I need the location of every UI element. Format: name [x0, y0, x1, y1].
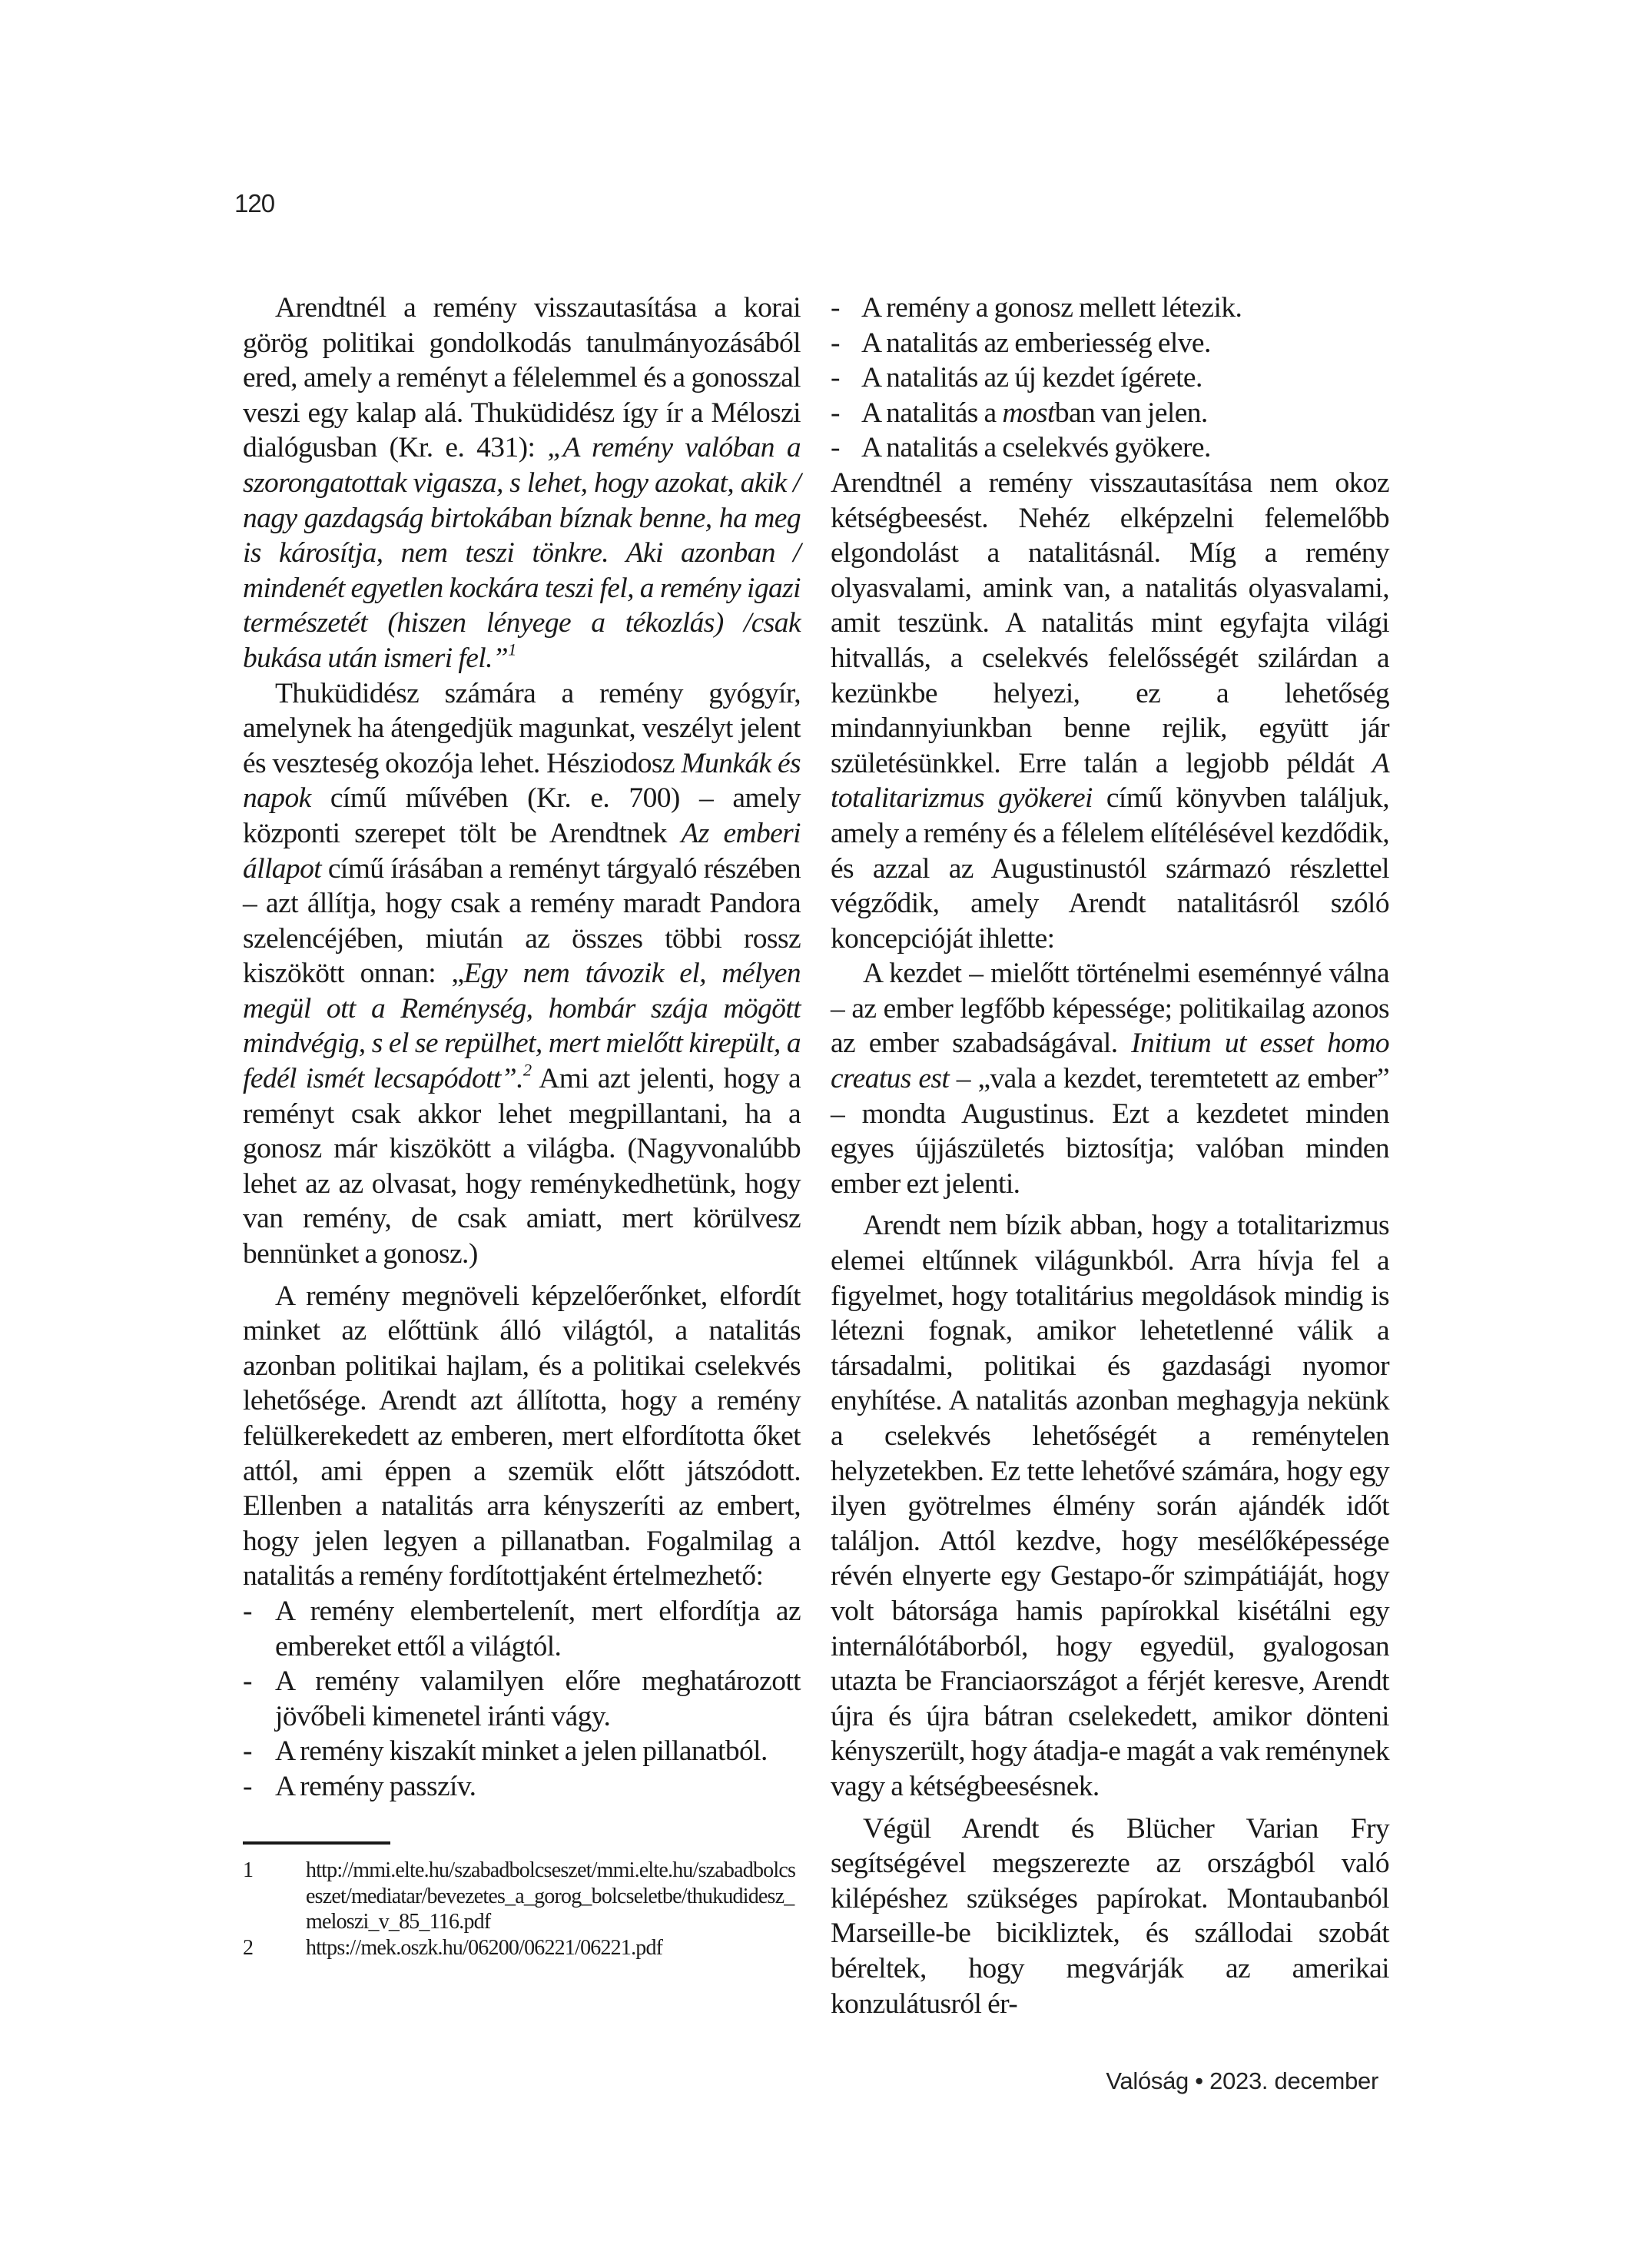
paragraph-hope-vs-natality: A remény megnöveli képzelőerőnket, elfordít minket az előttünk álló világtól, a natalitás azonban politikai hajlam, és a politikai cselekvés lehetősége. Arendt azt állította, hogy a remény felülkerekedett az emberen, mert elfordította őket attól, ami éppen a szemük előtt játszódott. Ellenben a natalitás arra kényszeríti az embert, hogy jelen legyen a pillanatban. Fogalmilag a natalitás a remény fordítottjaként értelmezhető: [243, 1280, 801, 1592]
running-footer: Valóság • 2023. december [1106, 2067, 1378, 2094]
list-item-text: A natalitás a [861, 397, 1003, 429]
footnote-link[interactable]: https://mek.oszk.hu/06200/06221/06221.pdf [306, 1935, 663, 1960]
dash-bullet-icon: - [831, 432, 840, 464]
list-item-text: A natalitás a cselekvés gyökere. [861, 432, 1211, 464]
paragraph-natality-vs-hope [831, 466, 1389, 956]
footnote-number: 2 [243, 1935, 254, 1960]
page-number: 120 [234, 189, 275, 218]
paragraph-text: című könyvben találjuk, amely a remény és a félelem elítélésével kezdődik, és azzal az Augustinustól származó részlettel végződik, amely Arendt natalitásról szóló koncepcióját ihlette: [831, 782, 1389, 955]
paragraph-totalitarianism: Arendt nem bízik abban, hogy a totalitarizmus elemei eltűnnek világunkból. Arra hívja fel a figyelmet, hogy totalitárius megoldások mindig is létezni fognak, amikor lehetetlenné válik a társadalmi, politikai és gazdasági nyomor enyhítése. A natalitás azonban meghagyja nekünk a cselekvés lehetőségét a reménytelen helyzetekben. Ez tette lehetővé számára, hogy egy ilyen gyötrelmes élmény során ajándék időt találjon. Attól kezdve, hogy mesélőképessége révén elnyerte egy Gestapo-őr szimpátiáját, hogy volt bátorsága hamis papírokkal kisétálni egy internálótáborból, hogy egyedül, gyalogosan utazta be Franciaországot a férjét keresve, Arendt újra és újra bátran cselekedett, amikor dönteni kényszerült, hogy átadja-e magát a vak reménynek vagy a kétségbeesésnek. [831, 1210, 1389, 1802]
paragraph-text: A kezdet – mielőtt történelmi eseménnyé válna – az ember legfőbb képessége; politikailag azonos az ember szabadságával. [831, 958, 1389, 1060]
list-item-text: A remény kiszakít minket a jelen pillanatból. [275, 1735, 768, 1768]
list-item-text: ban van jelen. [1054, 397, 1208, 429]
paragraph-augustine-quote [831, 956, 1389, 1201]
paragraph-escape: Végül Arendt és Blücher Varian Fry segítségével megszerezte az országból való kilépéshez szükséges papírokat. Montaubanból Marseille-be bicikliztek, és szállodai szobát béreltek, hogy megvárják az amerikai konzulátusról ér- [831, 1812, 1389, 2020]
dash-bullet-icon: - [831, 362, 840, 394]
paragraph-text: című írásában a reményt tárgyaló részében – azt állítja, hogy csak a remény maradt Pandora szelencéjében, miután az összes többi rossz kiszökött onnan: „ [243, 852, 801, 990]
right-column [831, 291, 1389, 2021]
paragraph-text: Thuküdidész számára a remény gyógyír, amelynek ha átengedjük magunkat, veszélyt jelent és veszteség okozója lehet. Hésziodosz [243, 677, 801, 779]
paragraph-text: – „vala a kezdet, teremtetett az ember” – mondta Augustinus. Ezt a kezdetet minden egyes újjászületés biztosítja; valóban minden ember ezt jelenti. [831, 1063, 1389, 1200]
latin-quote: Initium ut esset homo creatus est [831, 1028, 1389, 1095]
paragraph-hesiod [243, 676, 801, 1272]
list-item-text: A natalitás az emberiesség elve. [861, 327, 1211, 359]
list-item-text: A remény a gonosz mellett létezik. [861, 292, 1242, 324]
dash-bullet-icon: - [243, 1665, 252, 1698]
dash-bullet-icon: - [831, 397, 840, 429]
list-item [243, 1734, 801, 1769]
list-item [831, 291, 1389, 326]
book-title-works-and-days: Munkák és napok [243, 747, 801, 815]
footnote-ref-2[interactable]: 2 [522, 1060, 532, 1080]
footnote-1 [243, 1858, 801, 1935]
left-column [243, 291, 801, 1805]
block-quote-hesiod: Egy nem távozik el, mélyen megül ott a Reménység, hombár szája mögött mindvégig, s el se repülhet, mert mielőtt kirepült, a fedél ismét lecsapódott”. [243, 958, 801, 1095]
footnote-divider [243, 1841, 390, 1845]
emphasis-most: most [1002, 397, 1055, 429]
list-item [243, 1594, 801, 1664]
footnote-2 [243, 1935, 801, 1961]
dash-bullet-icon: - [831, 292, 840, 324]
paragraph-thukydides-intro [243, 291, 801, 676]
list-item [831, 360, 1389, 396]
dash-bullet-icon: - [243, 1595, 252, 1627]
list-item-text: A remény passzív. [275, 1770, 476, 1802]
paragraph-text: Ami azt jelenti, hogy a reményt csak akkor lehet megpillantani, ha a gonosz már kiszökött a világba. (Nagyvonalúbb lehet az az olvasat, hogy reménykedhetünk, hogy van remény, de csak amiatt, mert körülvesz bennünket a gonosz.) [243, 1063, 801, 1270]
book-title-human-condition: Az emberi állapot [243, 817, 801, 885]
paragraph-text: Arendtnél a remény visszautasítása a korai görög politikai gondolkodás tanulmányozásából ered, amely a reményt a félelemmel és a gonosszal veszi egy kalap alá. Thuküdidész így ír a Méloszi dialógusban (Kr. e. 431): [243, 292, 801, 464]
footnote-ref-1[interactable]: 1 [508, 639, 516, 659]
paragraph-text: című művében (Kr. e. 700) – amely központi szerepet tölt be Arendtnek [243, 782, 801, 849]
paragraph-text: Arendtnél a remény visszautasítása nem okoz kétségbeesést. Nehéz elképzelni felemelőbb elgondolást a natalitásnál. Míg a remény olyasvalami, amink van, a natalitás olyasvalami, amit teszünk. A natalitás mint egyfajta világi hitvallás, a cselekvés felelősségét szilárdan a kezünkbe helyezi, ez a lehetőség mindannyiunkban benne rejlik, együtt jár születésünkkel. Erre talán a legjobb példát [831, 467, 1389, 779]
hope-characteristics-list [243, 1594, 801, 1805]
list-item [831, 326, 1389, 361]
list-item-text: A remény elembertelenít, mert elfordítja az embereket ettől a világtól. [275, 1595, 801, 1662]
natality-characteristics-list [831, 291, 1389, 466]
footnote-number: 1 [243, 1858, 254, 1882]
dash-bullet-icon: - [831, 327, 840, 359]
dash-bullet-icon: - [243, 1770, 252, 1802]
footnotes [243, 1858, 801, 1961]
block-quote-thukydides: „A remény valóban a szorongatottak vigasza, s lehet, hogy azokat, akik / nagy gazdagság birtokában bíznak benne, ha meg is károsítja, nem teszi tönkre. Aki azonban / mindenét egyetlen kockára teszi fel, a remény igazi természetét (hiszen lényege a tékozlás) /csak bukása után ismeri fel.” [243, 432, 801, 674]
list-item [243, 1664, 801, 1734]
list-item [831, 396, 1389, 431]
footnote-link[interactable]: http://mmi.elte.hu/szabadbolcseszet/mmi.elte.hu/szabadbolcseszet/mediatar/bevezetes_a_gorog_bolcseletbe/thukudidesz_meloszi_v_85_116.pdf [306, 1858, 796, 1934]
list-item [243, 1769, 801, 1805]
list-item-text: A remény valamilyen előre meghatározott jövőbeli kimenetel iránti vágy. [275, 1665, 801, 1732]
list-item-text: A natalitás az új kezdet ígérete. [861, 362, 1202, 394]
dash-bullet-icon: - [243, 1735, 252, 1768]
list-item [831, 430, 1389, 466]
book-title-origins-of-totalitarianism: A totalitarizmus gyökerei [831, 747, 1389, 815]
